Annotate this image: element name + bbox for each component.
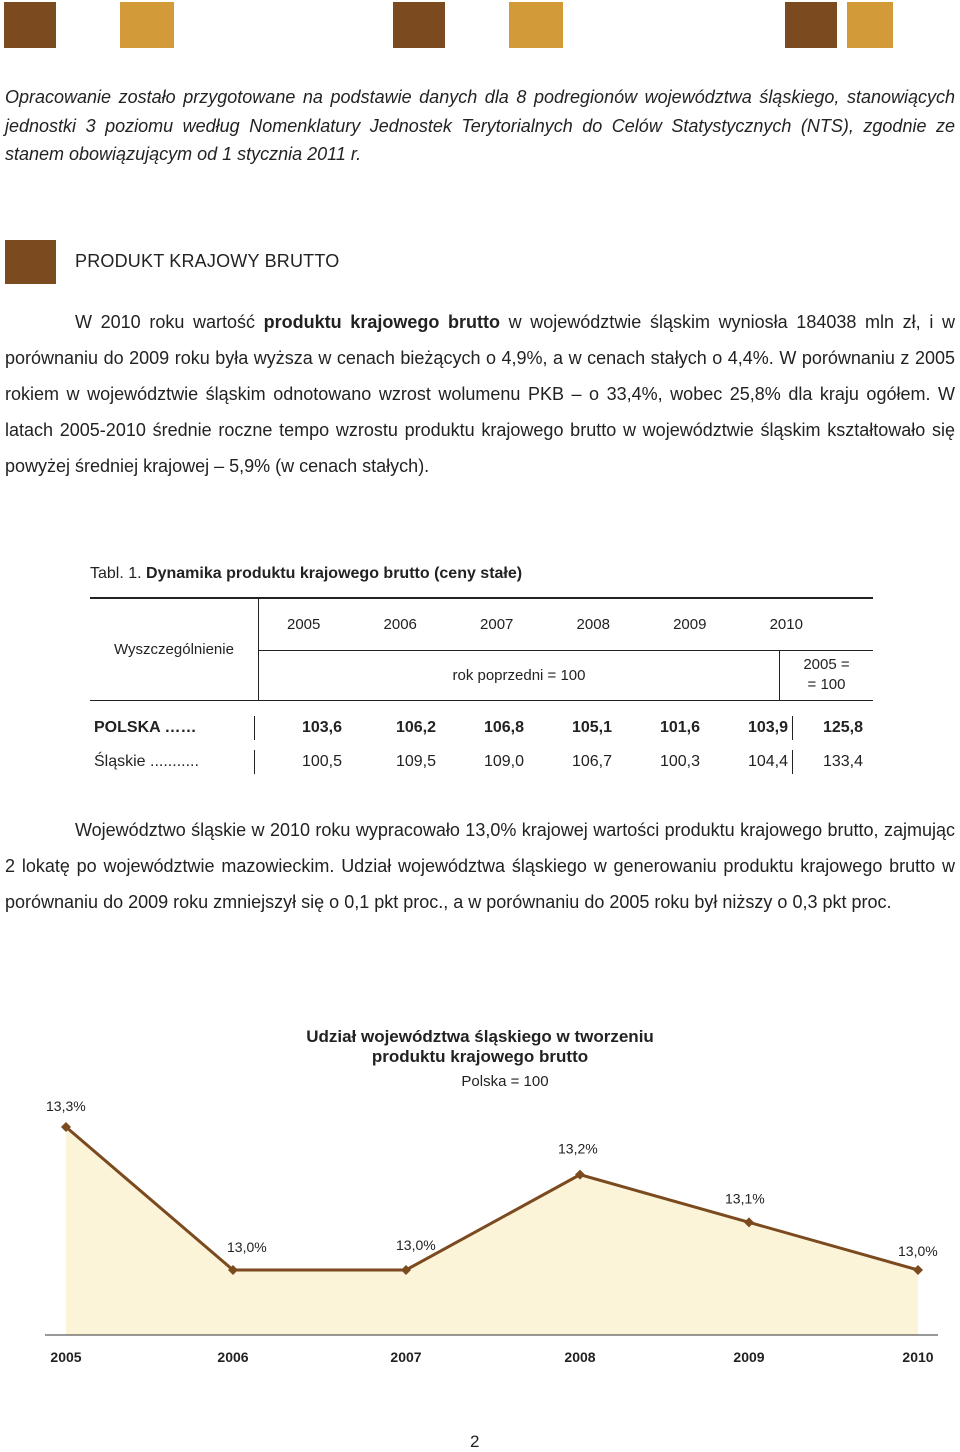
header-decor-block <box>509 2 563 48</box>
stub-header: Wyszczególnienie <box>90 598 259 701</box>
year-header: 2006 <box>383 615 417 633</box>
data-label: 13,1% <box>725 1190 765 1207</box>
table-cell: 100,3 <box>659 753 700 770</box>
table-cell: 109,0 <box>483 753 524 770</box>
table-cell: 106,2 <box>395 719 436 736</box>
paragraph-gdp-share: Województwo śląskie w 2010 roku wypracowało 13,0% krajowej wartości produktu krajowego brutto, zajmując 2 lokatę po województwie mazowieckim. Udział województwa śląskiego w generowaniu produktu krajowego brutto w porównaniu do 2009 roku zmniejszył się o 0,1 pkt proc., a w porównaniu do 2005 roku był niższy o 0,3 pkt proc. <box>5 820 955 912</box>
table-cell: 101,6 <box>659 719 700 736</box>
table-cell: 125,8 <box>822 719 863 736</box>
chart-svg <box>0 1000 960 1400</box>
x-tick-label: 2008 <box>564 1349 596 1365</box>
year-header: 2010 <box>769 615 803 633</box>
data-label: 13,0% <box>898 1243 938 1259</box>
table-caption <box>90 565 522 583</box>
table-cell: 103,9 <box>700 716 793 740</box>
subheader-base-2005 <box>780 650 874 701</box>
data-label: 13,3% <box>46 1098 86 1114</box>
header-decor-block <box>785 2 837 48</box>
x-tick-label: 2005 <box>50 1349 82 1365</box>
subheader-previous-year: rok poprzedni = 100 <box>259 650 780 701</box>
subheader-line: = 100 <box>807 676 846 694</box>
header-decor-block <box>120 2 174 48</box>
table-cell: 104,4 <box>700 750 793 774</box>
header-decor-block <box>4 2 56 48</box>
para-emphasis: produktu krajowego brutto <box>263 312 500 332</box>
x-tick-label: 2010 <box>902 1349 934 1365</box>
section-title: PRODUKT KRAJOWY BRUTTO <box>75 251 340 271</box>
dynamics-table <box>90 597 873 779</box>
year-header: 2009 <box>673 615 707 633</box>
row-label: Śląskie ........... <box>90 750 255 774</box>
chart-area <box>66 1127 918 1335</box>
table-row <box>90 711 873 745</box>
table-cell: 103,6 <box>301 719 342 736</box>
years-header <box>259 598 874 650</box>
chart-title-line: Udział województwa śląskiego w tworzeniu <box>306 1027 654 1046</box>
page-number: 2 <box>470 1432 480 1451</box>
paragraph-gdp-value <box>5 304 955 484</box>
table-cell: 109,5 <box>395 753 436 770</box>
table-cell: 100,5 <box>301 753 342 770</box>
row-label: POLSKA …… <box>90 716 255 740</box>
x-tick-label: 2007 <box>390 1349 422 1365</box>
data-label: 13,2% <box>558 1140 598 1157</box>
table-row <box>90 745 873 779</box>
header-decor-block <box>393 2 445 48</box>
intro-note: Opracowanie zostało przygotowane na podstawie danych dla 8 podregionów województwa śląskiego, stanowiących jednostki 3 poziomu według Nomenklatury Jednostek Terytorialnych do Celów Statystycznych (NTS), zgodnie ze stanem obowiązującym od 1 stycznia 2011 r. <box>5 87 955 164</box>
header-decor-block <box>847 2 893 48</box>
para-text: w województwie śląskim wyniosła 184038 mln zł, i w porównaniu do 2009 roku była wyższa w cenach bieżących o 4,9%, a w cenach stałych o 4,4%. W porównaniu z 2005 rokiem w województwie śląskim odnotowano wzrost wolumenu PKB – o 33,4%, wobec 25,8% dla kraju ogółem. W latach 2005-2010 średnie roczne tempo wzrostu produktu krajowego brutto w województwie śląskim kształtowało się powyżej średniej krajowej – 5,9% (w cenach stałych). <box>5 312 955 476</box>
section-marker <box>5 240 56 284</box>
subheader-line: 2005 = <box>803 656 850 674</box>
table-title: Dynamika produktu krajowego brutto (ceny stałe) <box>146 565 523 582</box>
x-tick-label: 2009 <box>733 1349 765 1365</box>
year-header: 2008 <box>576 615 610 633</box>
table-cell: 106,7 <box>571 753 612 770</box>
data-label: 13,0% <box>396 1237 436 1253</box>
year-header: 2007 <box>480 615 514 633</box>
data-label: 13,0% <box>227 1239 267 1255</box>
table-cell: 133,4 <box>822 753 863 770</box>
chart-subtitle: Polska = 100 <box>461 1073 549 1090</box>
chart-title-line: produktu krajowego brutto <box>371 1047 589 1066</box>
x-tick-label: 2006 <box>217 1349 249 1365</box>
para-text: W 2010 roku wartość <box>75 312 264 332</box>
table-cell: 105,1 <box>571 719 612 736</box>
year-header: 2005 <box>287 615 321 633</box>
gdp-share-chart <box>0 1000 960 1400</box>
table-cell: 106,8 <box>483 719 524 736</box>
table-number: Tabl. 1. <box>90 565 147 582</box>
